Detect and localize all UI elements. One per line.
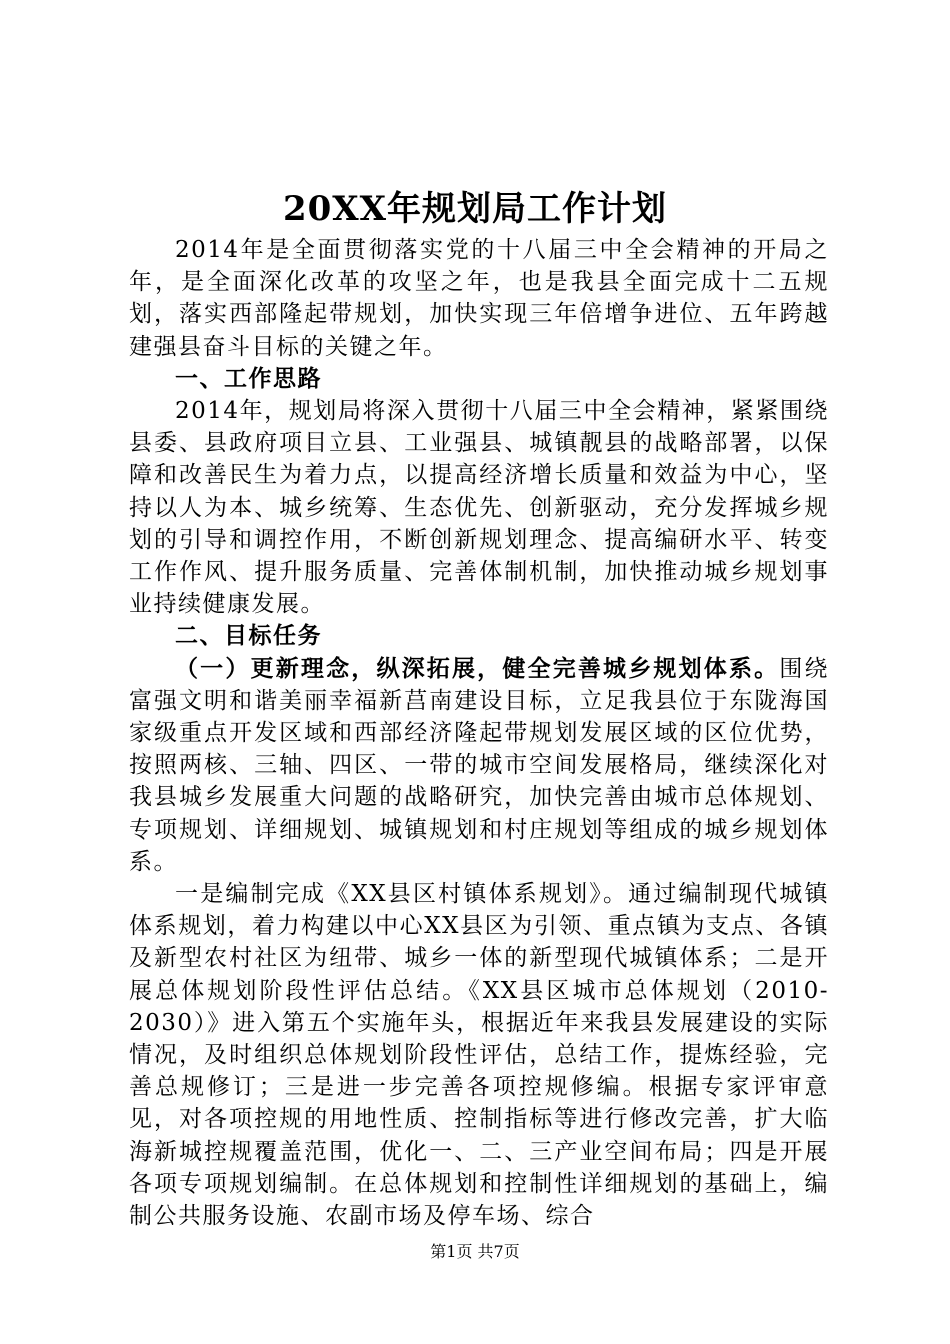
goals-item1-paragraph [129,653,829,878]
document-title: 20XX年规划局工作计划 [282,189,668,229]
work-approach-paragraph: 2014年，规划局将深入贯彻十八届三中全会精神，紧紧围绕县委、县政府项目立县、工业强县、城镇靓县的战略部署，以保障和改善民生为着力点，以提高经济增长质量和效益为中心，坚持以人为本、城乡统筹、生态优先、创新驱动，充分发挥城乡规划的引导和调控作用，不断创新规划理念、提高编研水平、转变工作作风、提升服务质量、完善体制机制，加快推动城乡规划事业持续健康发展。 [129,398,829,618]
section-heading-work-approach: 一、工作思路 [175,365,322,392]
goals-item1-detail-paragraph: 一是编制完成《XX县区村镇体系规划》。通过编制现代城镇体系规划，着力构建以中心XX县区为引领、重点镇为支点、各镇及新型农村社区为纽带、城乡一体的新型现代城镇体系；二是开展总体规划阶段性评估总结。《XX县区城市总体规划（2010-2030）》进入第五个实施年头，根据近年来我县发展建设的实际情况，及时组织总体规划阶段性评估，总结工作，提炼经验，完善总规修订；三是进一步完善各项控规修编。根据专家评审意见，对各项控规的用地性质、控制指标等进行修改完善，扩大临海新城控规覆盖范围，优化一、二、三产业空间布局；四是开展各项专项规划编制。在总体规划和控制性详细规划的基础上，编制公共服务设施、农副市场及停车场、综合 [129,881,829,1230]
intro-paragraph: 2014年是全面贯彻落实党的十八届三中全会精神的开局之年，是全面深化改革的攻坚之年，也是我县全面完成十二五规划，落实西部隆起带规划，加快实现三年倍增争进位、五年跨越建强县奋斗目标的关键之年。 [129,237,829,360]
document-body [129,234,829,1232]
section-heading-goals: 二、目标任务 [175,623,322,650]
goals-item1-lead: （一）更新理念，纵深拓展，健全完善城乡规划体系。 [175,655,780,682]
page-footer: 第1页 共7页 [430,1242,520,1261]
goals-item1-text: 围绕富强文明和谐美丽幸福新莒南建设目标，立足我县位于东陇海国家级重点开发区域和西部经济隆起带规划发展区域的区位优势，按照两核、三轴、四区、一带的城市空间发展格局，继续深化对我县城乡发展重大问题的战略研究，加快完善由城市总体规划、专项规划、详细规划、城镇规划和村庄规划等组成的城乡规划体系。 [129,655,830,875]
